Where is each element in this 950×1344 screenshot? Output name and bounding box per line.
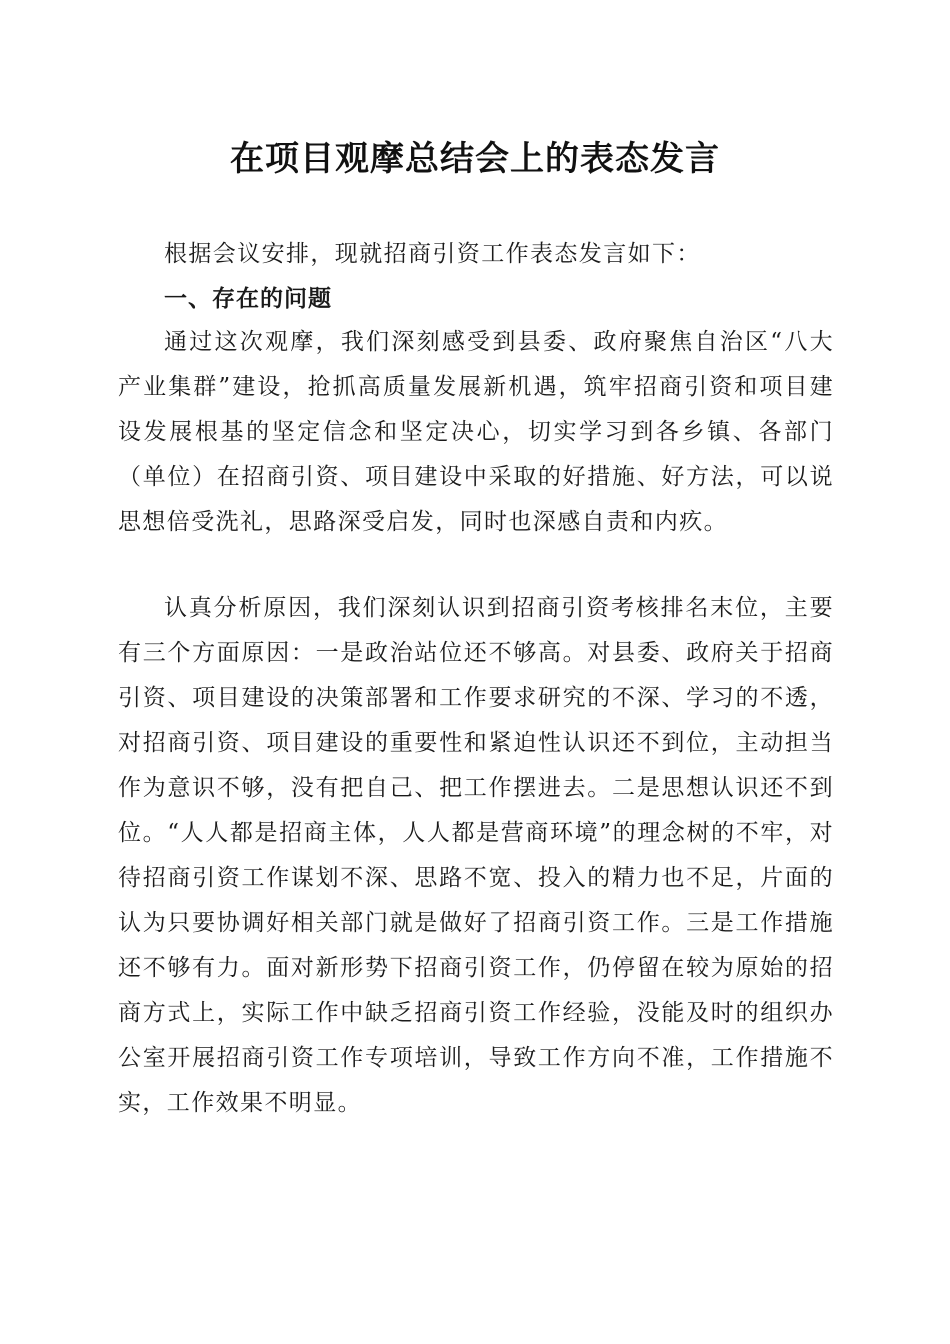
paragraph-causes: 认真分析原因，我们深刻认识到招商引资考核排名末位，主要有三个方面原因：一是政治站位还不够高。对县委、政府关于招商引资、项目建设的决策部署和工作要求研究的不深、学习的不透，对招商引资、项目建设的重要性和紧迫性认识还不到位，主动担当作为意识不够，没有把自己、把工作摆进去。二是思想认识还不到位。“人人都是招商主体，人人都是营商环境”的理念树的不牢，对待招商引资工作谋划不深、思路不宽、投入的精力也不足，片面的认为只要协调好相关部门就是做好了招商引资工作。三是工作措施还不够有力。面对新形势下招商引资工作，仍停留在较为原始的招商方式上，实际工作中缺乏招商引资工作经验，没能及时的组织办公室开展招商引资工作专项培训，导致工作方向不准，工作措施不实，工作效果不明显。 <box>118 595 834 1116</box>
intro-paragraph: 根据会议安排，现就招商引资工作表态发言如下： <box>164 241 701 267</box>
paragraph-observation: 通过这次观摩，我们深刻感受到县委、政府聚焦自治区“八大产业集群”建设，抢抓高质量发展新机遇，筑牢招商引资和项目建设发展根基的坚定信念和坚定决心，切实学习到各乡镇、各部门（单位）在招商引资、项目建设中采取的好措施、好方法，可以说思想倍受洗礼，思路深受启发，同时也深感自责和内疚。 <box>118 329 834 535</box>
document-title: 在项目观摩总结会上的表态发言 <box>230 139 720 179</box>
section-heading-problems: 一、存在的问题 <box>164 286 332 312</box>
